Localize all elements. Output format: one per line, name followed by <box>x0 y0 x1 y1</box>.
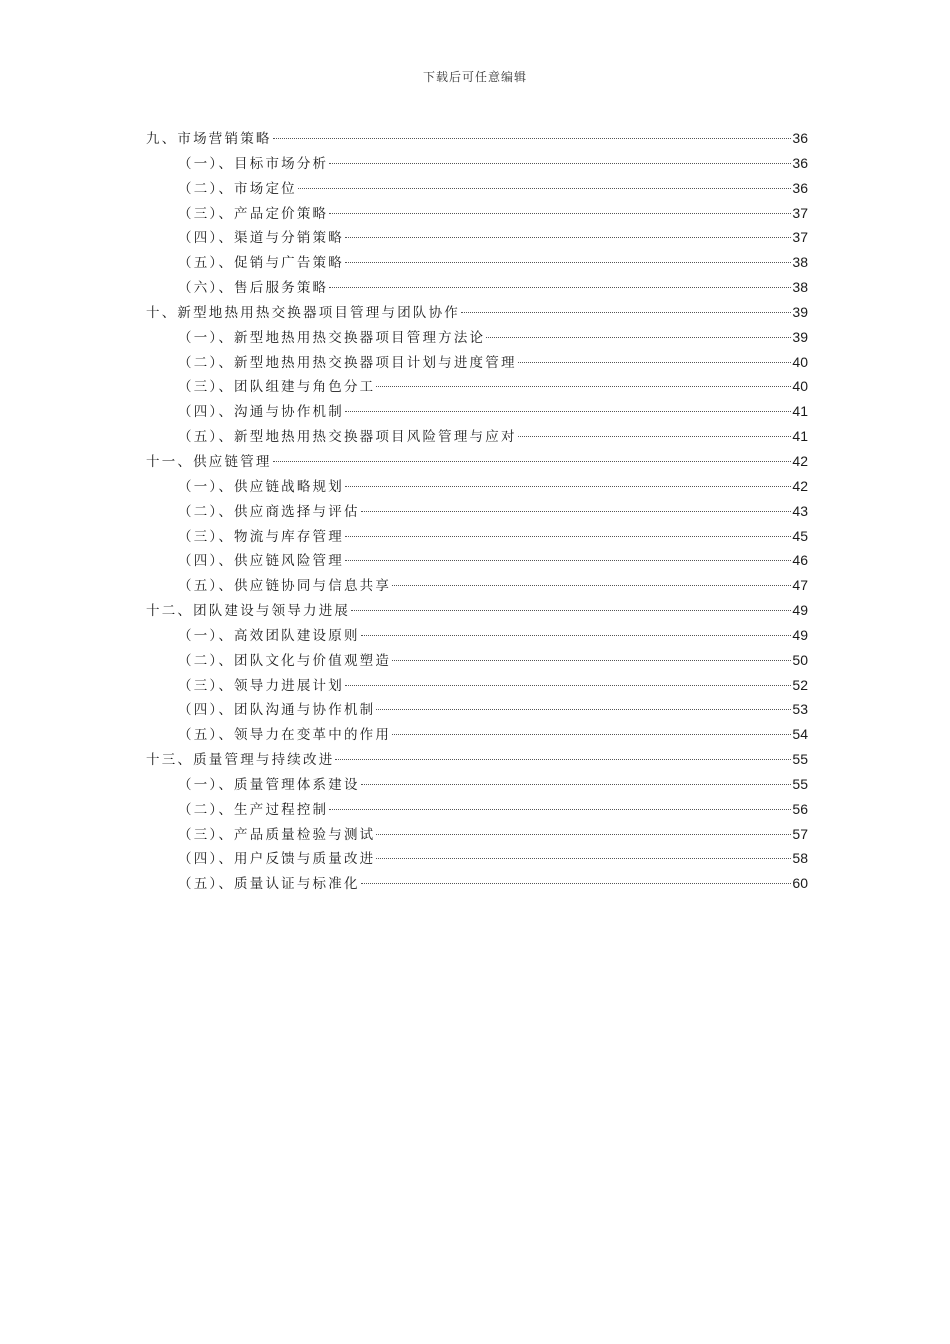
toc-dot-leader <box>392 660 791 661</box>
toc-dot-leader <box>461 312 791 313</box>
toc-page-number: 36 <box>792 179 808 196</box>
toc-section-entry[interactable] <box>146 722 808 747</box>
toc-entry-title: （四）、沟通与协作机制 <box>178 404 344 421</box>
toc-dot-leader <box>518 436 792 437</box>
toc-page-number: 49 <box>792 626 808 643</box>
toc-dot-leader <box>486 337 791 338</box>
toc-entry-title: （四）、团队沟通与协作机制 <box>178 702 376 719</box>
toc-entry-title: 九、市场营销策略 <box>146 131 272 147</box>
toc-dot-leader <box>361 883 792 884</box>
toc-page-number: 55 <box>792 775 808 792</box>
toc-dot-leader <box>335 759 791 760</box>
toc-page-number: 56 <box>792 800 808 817</box>
toc-section-entry[interactable] <box>146 772 808 797</box>
toc-dot-leader <box>345 560 791 561</box>
toc-page-number: 39 <box>792 303 808 320</box>
toc-page-number: 60 <box>792 875 808 892</box>
toc-page-number: 41 <box>792 403 808 420</box>
toc-dot-leader <box>361 635 792 636</box>
toc-section-entry[interactable] <box>146 399 808 424</box>
toc-page-number: 40 <box>792 353 808 370</box>
toc-page-number: 45 <box>792 527 808 544</box>
toc-section-entry[interactable] <box>146 548 808 573</box>
toc-section-entry[interactable] <box>146 697 808 722</box>
toc-dot-leader <box>273 461 792 462</box>
toc-entry-title: （二）、供应商选择与评估 <box>178 503 360 520</box>
toc-dot-leader <box>361 511 792 512</box>
toc-dot-leader <box>351 610 791 611</box>
toc-dot-leader <box>376 709 791 710</box>
toc-section-entry[interactable] <box>146 325 808 350</box>
toc-section-entry[interactable] <box>146 225 808 250</box>
toc-entry-title: （四）、渠道与分销策略 <box>178 230 344 247</box>
toc-page-number: 37 <box>792 204 808 221</box>
toc-dot-leader <box>345 486 791 487</box>
toc-page-number: 54 <box>792 726 808 743</box>
toc-dot-leader <box>329 213 791 214</box>
toc-entry-title: （五）、促销与广告策略 <box>178 255 344 272</box>
toc-section-entry[interactable] <box>146 176 808 201</box>
toc-dot-leader <box>376 386 791 387</box>
toc-page-number: 36 <box>792 130 808 146</box>
toc-page-number: 38 <box>792 279 808 296</box>
toc-page-number: 52 <box>792 676 808 693</box>
toc-page-number: 57 <box>792 825 808 842</box>
toc-page-number: 58 <box>792 850 808 867</box>
toc-entry-title: （二）、市场定位 <box>178 180 297 197</box>
toc-dot-leader <box>376 834 791 835</box>
toc-section-entry[interactable] <box>146 250 808 275</box>
toc-page-number: 47 <box>792 577 808 594</box>
toc-dot-leader <box>392 585 791 586</box>
toc-entry-title: （五）、新型地热用热交换器项目风险管理与应对 <box>178 429 517 446</box>
toc-section-entry[interactable] <box>146 201 808 226</box>
toc-page-number: 43 <box>792 502 808 519</box>
toc-entry-title: （五）、质量认证与标准化 <box>178 876 360 893</box>
toc-section-entry[interactable] <box>146 822 808 847</box>
toc-section-entry[interactable] <box>146 350 808 375</box>
toc-entry-title: （三）、产品定价策略 <box>178 205 329 222</box>
toc-dot-leader <box>273 138 792 139</box>
toc-entry-title: （一）、供应链战略规划 <box>178 478 344 495</box>
toc-dot-leader <box>345 411 791 412</box>
toc-page-number: 46 <box>792 552 808 569</box>
toc-entry-title: 十三、质量管理与持续改进 <box>146 752 335 769</box>
toc-entry-title: （三）、团队组建与角色分工 <box>178 379 376 396</box>
toc-chapter-entry[interactable] <box>146 598 808 623</box>
toc-entry-title: （四）、用户反馈与质量改进 <box>178 851 376 868</box>
toc-chapter-entry[interactable] <box>146 300 808 325</box>
toc-entry-title: （一）、目标市场分析 <box>178 155 329 172</box>
toc-chapter-entry[interactable] <box>146 449 808 474</box>
toc-dot-leader <box>392 734 791 735</box>
toc-dot-leader <box>298 188 792 189</box>
toc-entry-title: （二）、生产过程控制 <box>178 801 329 818</box>
toc-page-number: 40 <box>792 378 808 395</box>
toc-section-entry[interactable] <box>146 474 808 499</box>
toc-page-number: 50 <box>792 651 808 668</box>
toc-entry-title: （二）、新型地热用热交换器项目计划与进度管理 <box>178 354 517 371</box>
toc-entry-title: （三）、领导力进展计划 <box>178 677 344 694</box>
toc-section-entry[interactable] <box>146 648 808 673</box>
toc-section-entry[interactable] <box>146 797 808 822</box>
toc-dot-leader <box>376 858 791 859</box>
toc-entry-title: 十、新型地热用热交换器项目管理与团队协作 <box>146 304 460 321</box>
toc-entry-title: （三）、产品质量检验与测试 <box>178 826 376 843</box>
toc-chapter-entry[interactable] <box>146 126 808 151</box>
toc-section-entry[interactable] <box>146 499 808 524</box>
toc-entry-title: （二）、团队文化与价值观塑造 <box>178 652 392 669</box>
toc-page-number: 55 <box>792 751 808 768</box>
toc-entry-title: （五）、供应链协同与信息共享 <box>178 578 392 595</box>
page-header: 下载后可任意编辑 <box>422 70 527 84</box>
toc-entry-title: （六）、售后服务策略 <box>178 280 329 297</box>
toc-dot-leader <box>329 287 791 288</box>
toc-dot-leader <box>345 237 791 238</box>
toc-section-entry[interactable] <box>146 871 808 896</box>
toc-chapter-entry[interactable] <box>146 747 808 772</box>
toc-entry-title: 十一、供应链管理 <box>146 453 272 470</box>
toc-section-entry[interactable] <box>146 573 808 598</box>
toc-page-number: 49 <box>792 602 808 619</box>
toc-page-number: 41 <box>792 428 808 445</box>
toc-section-entry[interactable] <box>146 374 808 399</box>
toc-section-entry[interactable] <box>146 673 808 698</box>
toc-entry-title: （四）、供应链风险管理 <box>178 553 344 570</box>
toc-section-entry[interactable] <box>146 275 808 300</box>
toc-page-number: 36 <box>792 154 808 171</box>
toc-page-number: 53 <box>792 701 808 718</box>
toc-entry-title: 十二、团队建设与领导力进展 <box>146 603 351 620</box>
toc-dot-leader <box>329 809 791 810</box>
toc-dot-leader <box>345 262 791 263</box>
toc-section-entry[interactable] <box>146 524 808 549</box>
toc-dot-leader <box>345 685 791 686</box>
toc-section-entry[interactable] <box>146 846 808 871</box>
toc-entry-title: （三）、物流与库存管理 <box>178 528 344 545</box>
toc-entry-title: （一）、质量管理体系建设 <box>178 776 360 793</box>
toc-entry-title: （五）、领导力在变革中的作用 <box>178 727 392 744</box>
table-of-contents <box>146 126 808 896</box>
toc-dot-leader <box>361 784 792 785</box>
toc-page-number: 37 <box>792 229 808 246</box>
toc-entry-title: （一）、新型地热用热交换器项目管理方法论 <box>178 329 486 346</box>
toc-dot-leader <box>518 362 792 363</box>
toc-entry-title: （一）、高效团队建设原则 <box>178 627 360 644</box>
toc-dot-leader <box>329 163 791 164</box>
toc-page-number: 42 <box>792 452 808 469</box>
toc-page-number: 38 <box>792 254 808 271</box>
toc-section-entry[interactable] <box>146 424 808 449</box>
toc-section-entry[interactable] <box>146 151 808 176</box>
toc-page-number: 42 <box>792 477 808 494</box>
toc-section-entry[interactable] <box>146 623 808 648</box>
toc-dot-leader <box>345 536 791 537</box>
toc-page-number: 39 <box>792 328 808 345</box>
